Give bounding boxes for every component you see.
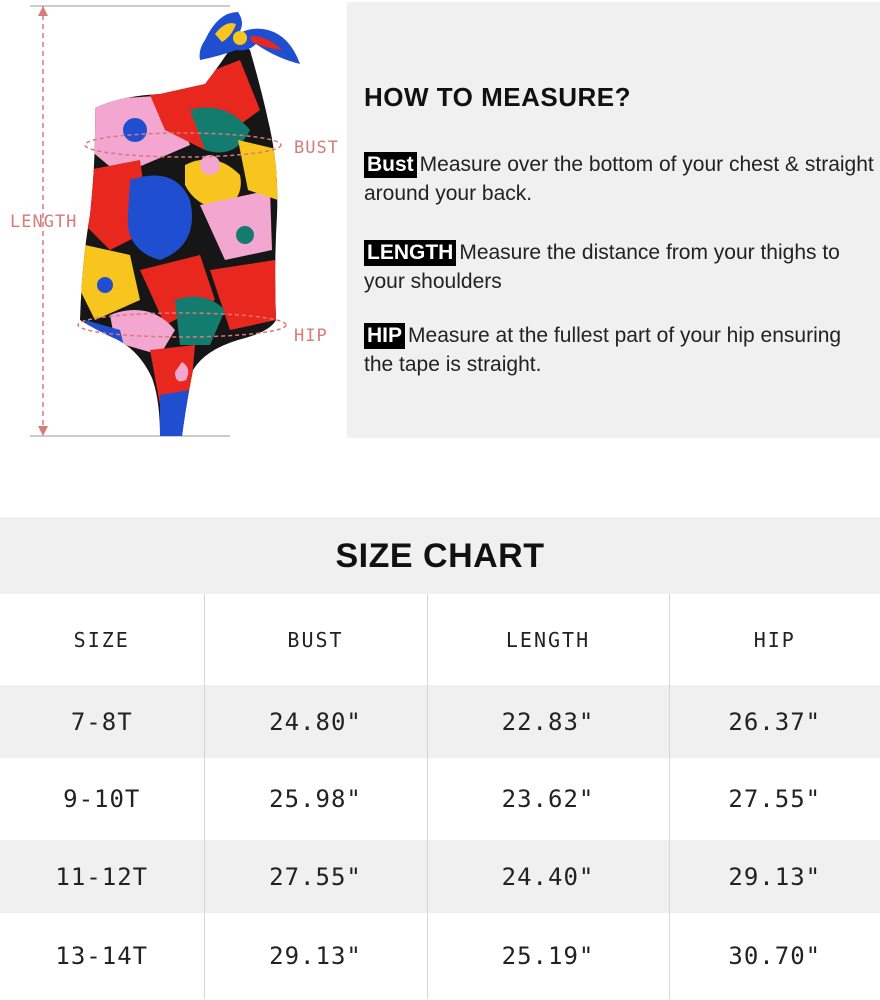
length-tag: LENGTH: [364, 240, 456, 266]
bust-tag: Bust: [364, 152, 417, 178]
length-cell: 24.40": [427, 840, 669, 913]
table-header-row: [0, 594, 880, 685]
header-size: SIZE: [73, 627, 130, 652]
how-to-measure-panel: [347, 2, 880, 438]
length-cell: 23.62": [427, 758, 669, 840]
length-instruction-text: Measure the distance from your thighs to your shoulders: [364, 241, 840, 293]
header-length: LENGTH: [427, 594, 669, 685]
size-chart-header: [0, 517, 880, 594]
bust-cell: 27.55": [204, 840, 427, 913]
hip-tag: HIP: [364, 323, 405, 349]
size-cell: 11-12T: [0, 840, 204, 913]
table-row: [0, 685, 880, 758]
bust-cell: 29.13": [204, 913, 427, 999]
table-row: [0, 840, 880, 913]
size-chart-title: SIZE CHART: [335, 537, 545, 575]
header-bust: BUST: [204, 594, 427, 685]
size-cell: 9-10T: [63, 785, 141, 813]
hip-cell: 29.13": [669, 840, 880, 913]
bust-cell: 24.80": [204, 685, 427, 758]
swimsuit-figure: [0, 0, 345, 440]
length-cell: 25.19": [427, 913, 669, 999]
length-instruction: [364, 238, 876, 296]
size-chart-table: [0, 594, 880, 999]
bust-instruction-text: Measure over the bottom of your chest & straight around your back.: [364, 153, 874, 205]
size-cell: 7-8T: [0, 685, 204, 758]
hip-instruction: [364, 321, 876, 379]
how-to-measure-title: HOW TO MEASURE?: [364, 82, 632, 112]
length-cell: 22.83": [427, 685, 669, 758]
header-hip: HIP: [669, 594, 880, 685]
hip-instruction-text: Measure at the fullest part of your hip ensuring the tape is straight.: [364, 324, 842, 376]
size-cell: 13-14T: [55, 942, 149, 970]
hip-label: HIP: [294, 326, 328, 346]
bust-instruction: [364, 150, 876, 208]
hip-cell: 30.70": [669, 913, 880, 999]
hip-cell: 27.55": [669, 758, 880, 840]
table-row: [0, 913, 880, 999]
table-row: [0, 758, 880, 840]
bust-label: BUST: [294, 138, 339, 158]
bust-cell: 25.98": [204, 758, 427, 840]
hip-cell: 26.37": [669, 685, 880, 758]
length-label: LENGTH: [10, 212, 78, 232]
